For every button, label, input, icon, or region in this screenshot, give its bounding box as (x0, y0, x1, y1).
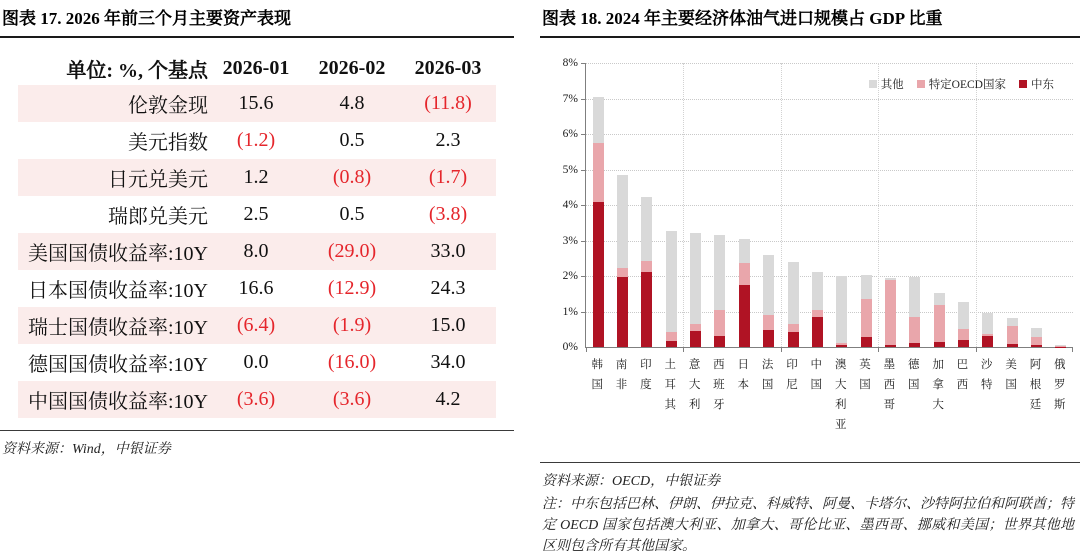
y-axis-label: 0% (562, 341, 578, 353)
bar-segment-其他 (909, 277, 920, 317)
bar-segment-其他 (934, 293, 945, 305)
y-tick (581, 205, 586, 206)
table-cell: 2.3 (435, 129, 461, 151)
table-cell: 34.0 (430, 351, 466, 373)
table-cell: (11.8) (424, 92, 472, 114)
table-row (18, 270, 496, 307)
bar-德国 (909, 277, 920, 347)
h-gridline (586, 170, 1073, 171)
bar-segment-中东 (617, 277, 628, 347)
bar-segment-其他 (666, 231, 677, 332)
bar-segment-其他 (763, 255, 774, 315)
h-gridline (586, 276, 1073, 277)
bar-意大利 (690, 233, 701, 347)
x-tick (878, 347, 879, 352)
v-gridline (683, 63, 684, 347)
y-axis-label: 7% (562, 92, 578, 105)
x-axis-label-意大利: 意 大 利 (688, 359, 701, 411)
x-axis-label-印度: 印 度 (640, 359, 652, 391)
bar-墨西哥 (885, 278, 896, 347)
v-gridline (781, 63, 782, 347)
x-axis-label-印尼: 印 尼 (786, 359, 798, 391)
column-header-cell: 2026-03 (414, 56, 482, 79)
legend-swatch-icon (1019, 80, 1027, 88)
figure-18-source: 资料来源：OECD，中银证券 (542, 474, 721, 489)
y-tick (581, 99, 586, 100)
x-tick (586, 347, 587, 352)
table-cell: 16.6 (238, 277, 274, 299)
x-axis-label-巴西: 巴 西 (956, 359, 969, 391)
bar-segment-中东 (958, 340, 969, 347)
table-cell: (3.6) (332, 388, 372, 410)
x-tick (976, 347, 977, 352)
row-label-cell: 美国国债收益率:10Y (28, 243, 208, 265)
bar-segment-特定OECD国家 (958, 329, 969, 340)
bar-segment-特定OECD国家 (617, 268, 628, 277)
h-gridline (586, 241, 1073, 242)
table-cell: (6.4) (236, 314, 276, 336)
bar-segment-特定OECD国家 (1031, 337, 1042, 345)
x-axis-label-俄罗斯: 俄 罗 斯 (1054, 359, 1066, 411)
figure-18-panel (540, 0, 1080, 551)
bar-印度 (641, 197, 652, 347)
bar-segment-中东 (739, 285, 750, 347)
legend-label: 中东 (1031, 79, 1054, 91)
legend-swatch-icon (869, 80, 877, 88)
bar-segment-其他 (836, 276, 847, 342)
bar-日本 (739, 239, 750, 347)
legend-swatch-icon (917, 80, 925, 88)
legend-item (869, 76, 904, 92)
y-axis-label: 3% (562, 234, 578, 247)
x-tick (781, 347, 782, 352)
x-axis-label-沙特: 沙 特 (981, 359, 993, 391)
y-axis-label: 6% (562, 128, 578, 140)
legend-item (1019, 76, 1054, 92)
asset-performance-table (18, 51, 496, 418)
bar-segment-其他 (958, 302, 969, 329)
figure-18-note: 注：中东包括巴林、伊朗、伊拉克、科威特、阿曼、卡塔尔、沙特阿拉伯和阿联酋；特定 OECD 国家包括澳大利亚、加拿大、哥伦比亚、墨西哥、挪威和美国；世界其他地区则包含所有其他国家。 (542, 497, 1074, 551)
x-axis-label-韩国: 韩 国 (591, 359, 603, 391)
asset-table-header (18, 51, 496, 85)
table-cell: (1.7) (428, 166, 468, 188)
x-tick (1072, 347, 1073, 352)
bar-segment-中东 (934, 342, 945, 347)
chart-legend (869, 76, 1054, 92)
bar-segment-特定OECD国家 (666, 332, 677, 341)
asset-table-body (18, 85, 496, 418)
bar-segment-中东 (812, 317, 823, 347)
bar-segment-其他 (788, 262, 799, 323)
bar-segment-中东 (666, 341, 677, 347)
table-cell: 24.3 (430, 277, 466, 299)
row-label-cell: 日元兑美元 (108, 169, 208, 191)
table-row (18, 233, 496, 270)
y-axis-label: 2% (562, 270, 578, 282)
table-cell: (16.0) (327, 351, 377, 373)
bar-南非 (617, 175, 628, 347)
table-cell: 0.0 (243, 351, 269, 373)
row-label-cell: 瑞郎兑美元 (108, 206, 208, 228)
bar-segment-特定OECD国家 (885, 280, 896, 346)
y-tick (581, 63, 586, 64)
table-cell: 4.2 (435, 388, 461, 410)
table-cell: (12.9) (327, 277, 377, 299)
y-tick (581, 241, 586, 242)
table-row (18, 307, 496, 344)
row-label-cell: 日本国债收益率:10Y (28, 280, 208, 302)
table-cell: (29.0) (327, 240, 377, 262)
x-axis-label-中国: 中 国 (810, 359, 823, 391)
bar-segment-中东 (982, 336, 993, 347)
x-axis-label-墨西哥: 墨 西 哥 (883, 359, 896, 411)
bar-segment-其他 (812, 272, 823, 310)
bar-segment-特定OECD国家 (909, 317, 920, 344)
bar-segment-中东 (714, 336, 725, 347)
bar-segment-中东 (909, 343, 920, 347)
table-row (18, 196, 496, 233)
table-cell: 4.8 (339, 92, 365, 114)
v-gridline (976, 63, 977, 347)
y-tick (581, 312, 586, 313)
h-gridline (586, 63, 1073, 64)
x-axis-label-日本: 日 本 (737, 359, 750, 391)
bar-segment-其他 (641, 197, 652, 261)
y-tick (581, 276, 586, 277)
row-label-cell: 德国国债收益率:10Y (28, 354, 208, 376)
row-label-cell: 中国国债收益率:10Y (28, 391, 208, 413)
bar-segment-中东 (593, 202, 604, 348)
bar-segment-其他 (1031, 328, 1042, 337)
bar-韩国 (593, 97, 604, 347)
bar-segment-中东 (836, 345, 847, 347)
table-cell: 0.5 (339, 203, 365, 225)
bar-segment-特定OECD国家 (934, 305, 945, 342)
bar-segment-中东 (641, 272, 652, 347)
x-axis-label-美国: 美 国 (1005, 359, 1017, 391)
figure-17-title: 图表 17. 2026 年前三个月主要资产表现 (0, 0, 514, 38)
bar-英国 (861, 275, 872, 347)
legend-label: 其他 (880, 79, 904, 91)
table-row (18, 344, 496, 381)
x-axis-label-南非: 南 非 (615, 359, 628, 391)
bar-segment-中东 (1031, 345, 1042, 347)
table-cell: (1.2) (236, 129, 276, 151)
bar-segment-特定OECD国家 (593, 143, 604, 202)
bar-segment-中东 (690, 331, 701, 347)
row-label-cell: 美元指数 (128, 132, 208, 154)
table-cell: (1.9) (332, 314, 372, 336)
bar-segment-其他 (690, 233, 701, 324)
table-cell: 2.5 (243, 203, 269, 225)
table-cell: 0.5 (339, 129, 365, 151)
row-label-cell: 伦敦金现 (128, 95, 208, 117)
bar-segment-特定OECD国家 (641, 261, 652, 272)
bar-segment-特定OECD国家 (1007, 326, 1018, 345)
bar-土耳其 (666, 231, 677, 347)
x-axis-label-加拿大: 加 拿 大 (932, 359, 944, 411)
y-axis-label: 5% (562, 163, 578, 176)
figure-18-title: 图表 18. 2024 年主要经济体油气进口规模占 GDP 比重 (540, 0, 1080, 38)
v-gridline (878, 63, 879, 347)
y-axis-label: 1% (562, 305, 578, 318)
bar-segment-其他 (982, 313, 993, 333)
bar-阿根廷 (1031, 328, 1042, 347)
legend-item (917, 76, 1006, 92)
bar-沙特 (982, 313, 993, 347)
x-axis-label-法国: 法 国 (761, 359, 774, 391)
x-axis-label-英国: 英 国 (859, 359, 871, 391)
bar-segment-特定OECD国家 (714, 310, 725, 336)
h-gridline (586, 312, 1073, 313)
bar-segment-中东 (885, 345, 896, 347)
unit-header-cell: 单位: %, 个基点 (66, 59, 208, 82)
legend-label: 特定OECD国家 (928, 79, 1006, 91)
bar-segment-特定OECD国家 (788, 324, 799, 333)
table-cell: 33.0 (430, 240, 466, 262)
figure-17-source: 资料来源：Wind，中银证券 (2, 442, 171, 457)
y-axis-label: 4% (562, 199, 578, 211)
bar-segment-特定OECD国家 (812, 310, 823, 317)
table-row (18, 159, 496, 196)
table-row (18, 85, 496, 122)
bar-美国 (1007, 318, 1018, 347)
table-cell: (0.8) (332, 166, 372, 188)
bar-俄罗斯 (1055, 345, 1066, 347)
x-axis-label-阿根廷: 阿 根 廷 (1029, 359, 1042, 411)
bar-segment-特定OECD国家 (739, 263, 750, 285)
bar-澳大利亚 (836, 276, 847, 347)
bar-segment-其他 (714, 235, 725, 310)
y-axis-label: 8% (562, 57, 578, 69)
bar-西班牙 (714, 235, 725, 347)
h-gridline (586, 205, 1073, 206)
h-gridline (586, 99, 1073, 100)
bar-segment-其他 (861, 275, 872, 298)
h-gridline (586, 134, 1073, 135)
bar-法国 (763, 255, 774, 347)
bar-segment-其他 (739, 239, 750, 264)
x-axis-label-西班牙: 西 班 牙 (713, 359, 725, 411)
table-cell: 15.6 (238, 92, 274, 114)
table-cell: (3.6) (236, 388, 276, 410)
bar-中国 (812, 272, 823, 347)
bar-segment-特定OECD国家 (861, 299, 872, 337)
bar-segment-其他 (1007, 318, 1018, 326)
table-row (18, 122, 496, 159)
bar-segment-中东 (763, 330, 774, 347)
bar-segment-中东 (1007, 344, 1018, 347)
plot-area (585, 63, 1073, 348)
table-cell: 15.0 (430, 314, 466, 336)
table-row (18, 381, 496, 418)
bar-segment-中东 (788, 332, 799, 347)
bar-巴西 (958, 302, 969, 347)
bar-segment-特定OECD国家 (763, 315, 774, 330)
bar-segment-其他 (593, 97, 604, 143)
table-header-row (18, 51, 496, 85)
x-tick (683, 347, 684, 352)
y-tick (581, 170, 586, 171)
x-axis-label-土耳其: 土 耳 其 (664, 359, 676, 411)
bar-印尼 (788, 262, 799, 347)
table-cell: 8.0 (243, 240, 269, 262)
column-header-cell: 2026-02 (318, 56, 386, 79)
oil-gas-gdp-chart (540, 38, 1080, 450)
row-label-cell: 瑞士国债收益率:10Y (28, 317, 208, 339)
bar-segment-其他 (617, 175, 628, 268)
y-tick (581, 134, 586, 135)
column-header-cell: 2026-01 (222, 56, 290, 79)
bar-segment-中东 (861, 337, 872, 347)
x-axis-label-澳大利亚: 澳 大 利 亚 (834, 359, 847, 431)
figure-17-panel (0, 0, 514, 458)
bar-segment-特定OECD国家 (690, 324, 701, 332)
bar-加拿大 (934, 293, 945, 347)
table-cell: (3.8) (428, 203, 468, 225)
table-cell: 1.2 (243, 166, 269, 188)
x-axis-label-德国: 德 国 (907, 359, 920, 391)
